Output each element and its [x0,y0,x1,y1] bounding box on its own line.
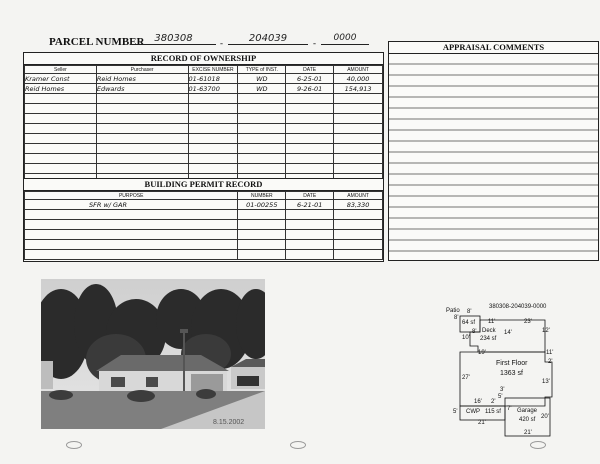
excise-cell: 01-63700 [188,84,238,94]
dim-label: 19' [478,350,486,356]
dim-label: 7' [507,406,512,412]
property-photo [41,279,265,429]
purchaser-cell: Reid Homes [96,74,188,84]
appraisal-comments [388,41,599,261]
col-date: DATE [286,192,334,200]
table-row [25,114,383,124]
amount-cell: 40,000 [334,74,383,84]
parcel-part-3: 0000 [321,33,369,45]
garage-area: 420 sf [519,417,536,423]
dim-label: 21' [478,420,486,426]
seller-cell: Kramer Const [25,74,97,84]
date-cell: 9-26-01 [286,84,334,94]
amount-cell: 154,913 [334,84,383,94]
table-row [25,134,383,144]
dim-label: 14' [504,330,512,336]
table-row [25,240,383,250]
dim-label: 2' [548,359,553,365]
ownership-table [24,65,383,184]
building-permit-record [23,178,384,262]
patio-label: Patio [446,308,460,314]
date-cell: 6-25-01 [286,74,334,84]
dash: - [313,38,316,48]
table-row [25,144,383,154]
floor-label: First Floor [496,360,528,367]
dim-label: 11' [488,319,496,325]
dash: - [220,38,223,48]
floor-area: 1363 sf [500,370,523,377]
seller-cell: Reid Homes [25,84,97,94]
col-type: TYPE of INST. [238,66,286,74]
dim-label: 8' [467,309,472,315]
dim-label: 5' [453,409,458,415]
col-number: NUMBER [238,192,286,200]
purpose-cell: SFR w/ GAR [25,200,238,210]
parcel-part-1: 380308 [131,33,216,45]
dim-label: 8' [472,329,477,335]
col-purpose: PURPOSE [25,192,238,200]
permit-table [24,191,383,260]
table-row [25,210,383,220]
dim-label: 27' [462,375,470,381]
ownership-record [23,52,384,179]
col-purchaser: Purchaser [96,66,188,74]
col-seller: Seller [25,66,97,74]
dim-label: 3' [500,387,505,393]
table-row [25,104,383,114]
table-row [25,220,383,230]
table-row [25,154,383,164]
parcel-part-2: 204039 [228,33,308,45]
dim-label: 23' [524,319,532,325]
parcel-number-label: PARCEL NUMBER [49,36,145,48]
permit-header-row [25,192,383,200]
dim-label: 12' [542,328,550,334]
table-row [25,84,383,94]
table-row [25,250,383,260]
ownership-header-row [25,66,383,74]
dim-label: 2' [491,399,496,405]
binder-hole [290,441,306,449]
dim-label: 8' [454,315,459,321]
table-row [25,94,383,104]
patio-area: 64 sf [462,320,476,326]
floor-plan-sketch [440,302,570,444]
ownership-title: RECORD OF OWNERSHIP [24,53,383,65]
excise-cell: 01-61018 [188,74,238,84]
number-cell: 01-00255 [238,200,286,210]
appraisal-lines [389,54,598,260]
dim-label: 10' [462,335,470,341]
garage-label: Garage [517,408,538,414]
dim-label: 13' [542,379,550,385]
purchaser-cell: Edwards [96,84,188,94]
dim-label: 21' [524,430,532,436]
cwp-area: 115 sf [485,409,501,415]
table-row [25,124,383,134]
permit-title: BUILDING PERMIT RECORD [24,179,383,191]
binder-hole [530,441,546,449]
binder-hole [66,441,82,449]
appraisal-title: APPRAISAL COMMENTS [389,42,598,54]
col-amount: AMOUNT [334,66,383,74]
dim-label: 11' [546,350,554,356]
table-row [25,230,383,240]
sketch-parcel-id: 380308-204039-0000 [489,304,547,310]
dim-label: 5' [498,394,503,400]
table-row [25,164,383,174]
type-cell: WD [238,84,286,94]
amount-cell: 83,330 [334,200,383,210]
col-amount: AMOUNT [334,192,383,200]
table-row [25,200,383,210]
deck-area: 234 sf [480,336,497,342]
table-row [25,74,383,84]
type-cell: WD [238,74,286,84]
date-cell: 6-21-01 [286,200,334,210]
cwp-label: CWP [466,409,480,415]
dim-label: 16' [474,399,482,405]
col-date: DATE [286,66,334,74]
deck-label: Deck [482,328,496,334]
photo-date-stamp: 8.15.2002 [213,419,245,426]
col-excise: EXCISE NUMBER [188,66,238,74]
dim-label: 20' [541,414,549,420]
